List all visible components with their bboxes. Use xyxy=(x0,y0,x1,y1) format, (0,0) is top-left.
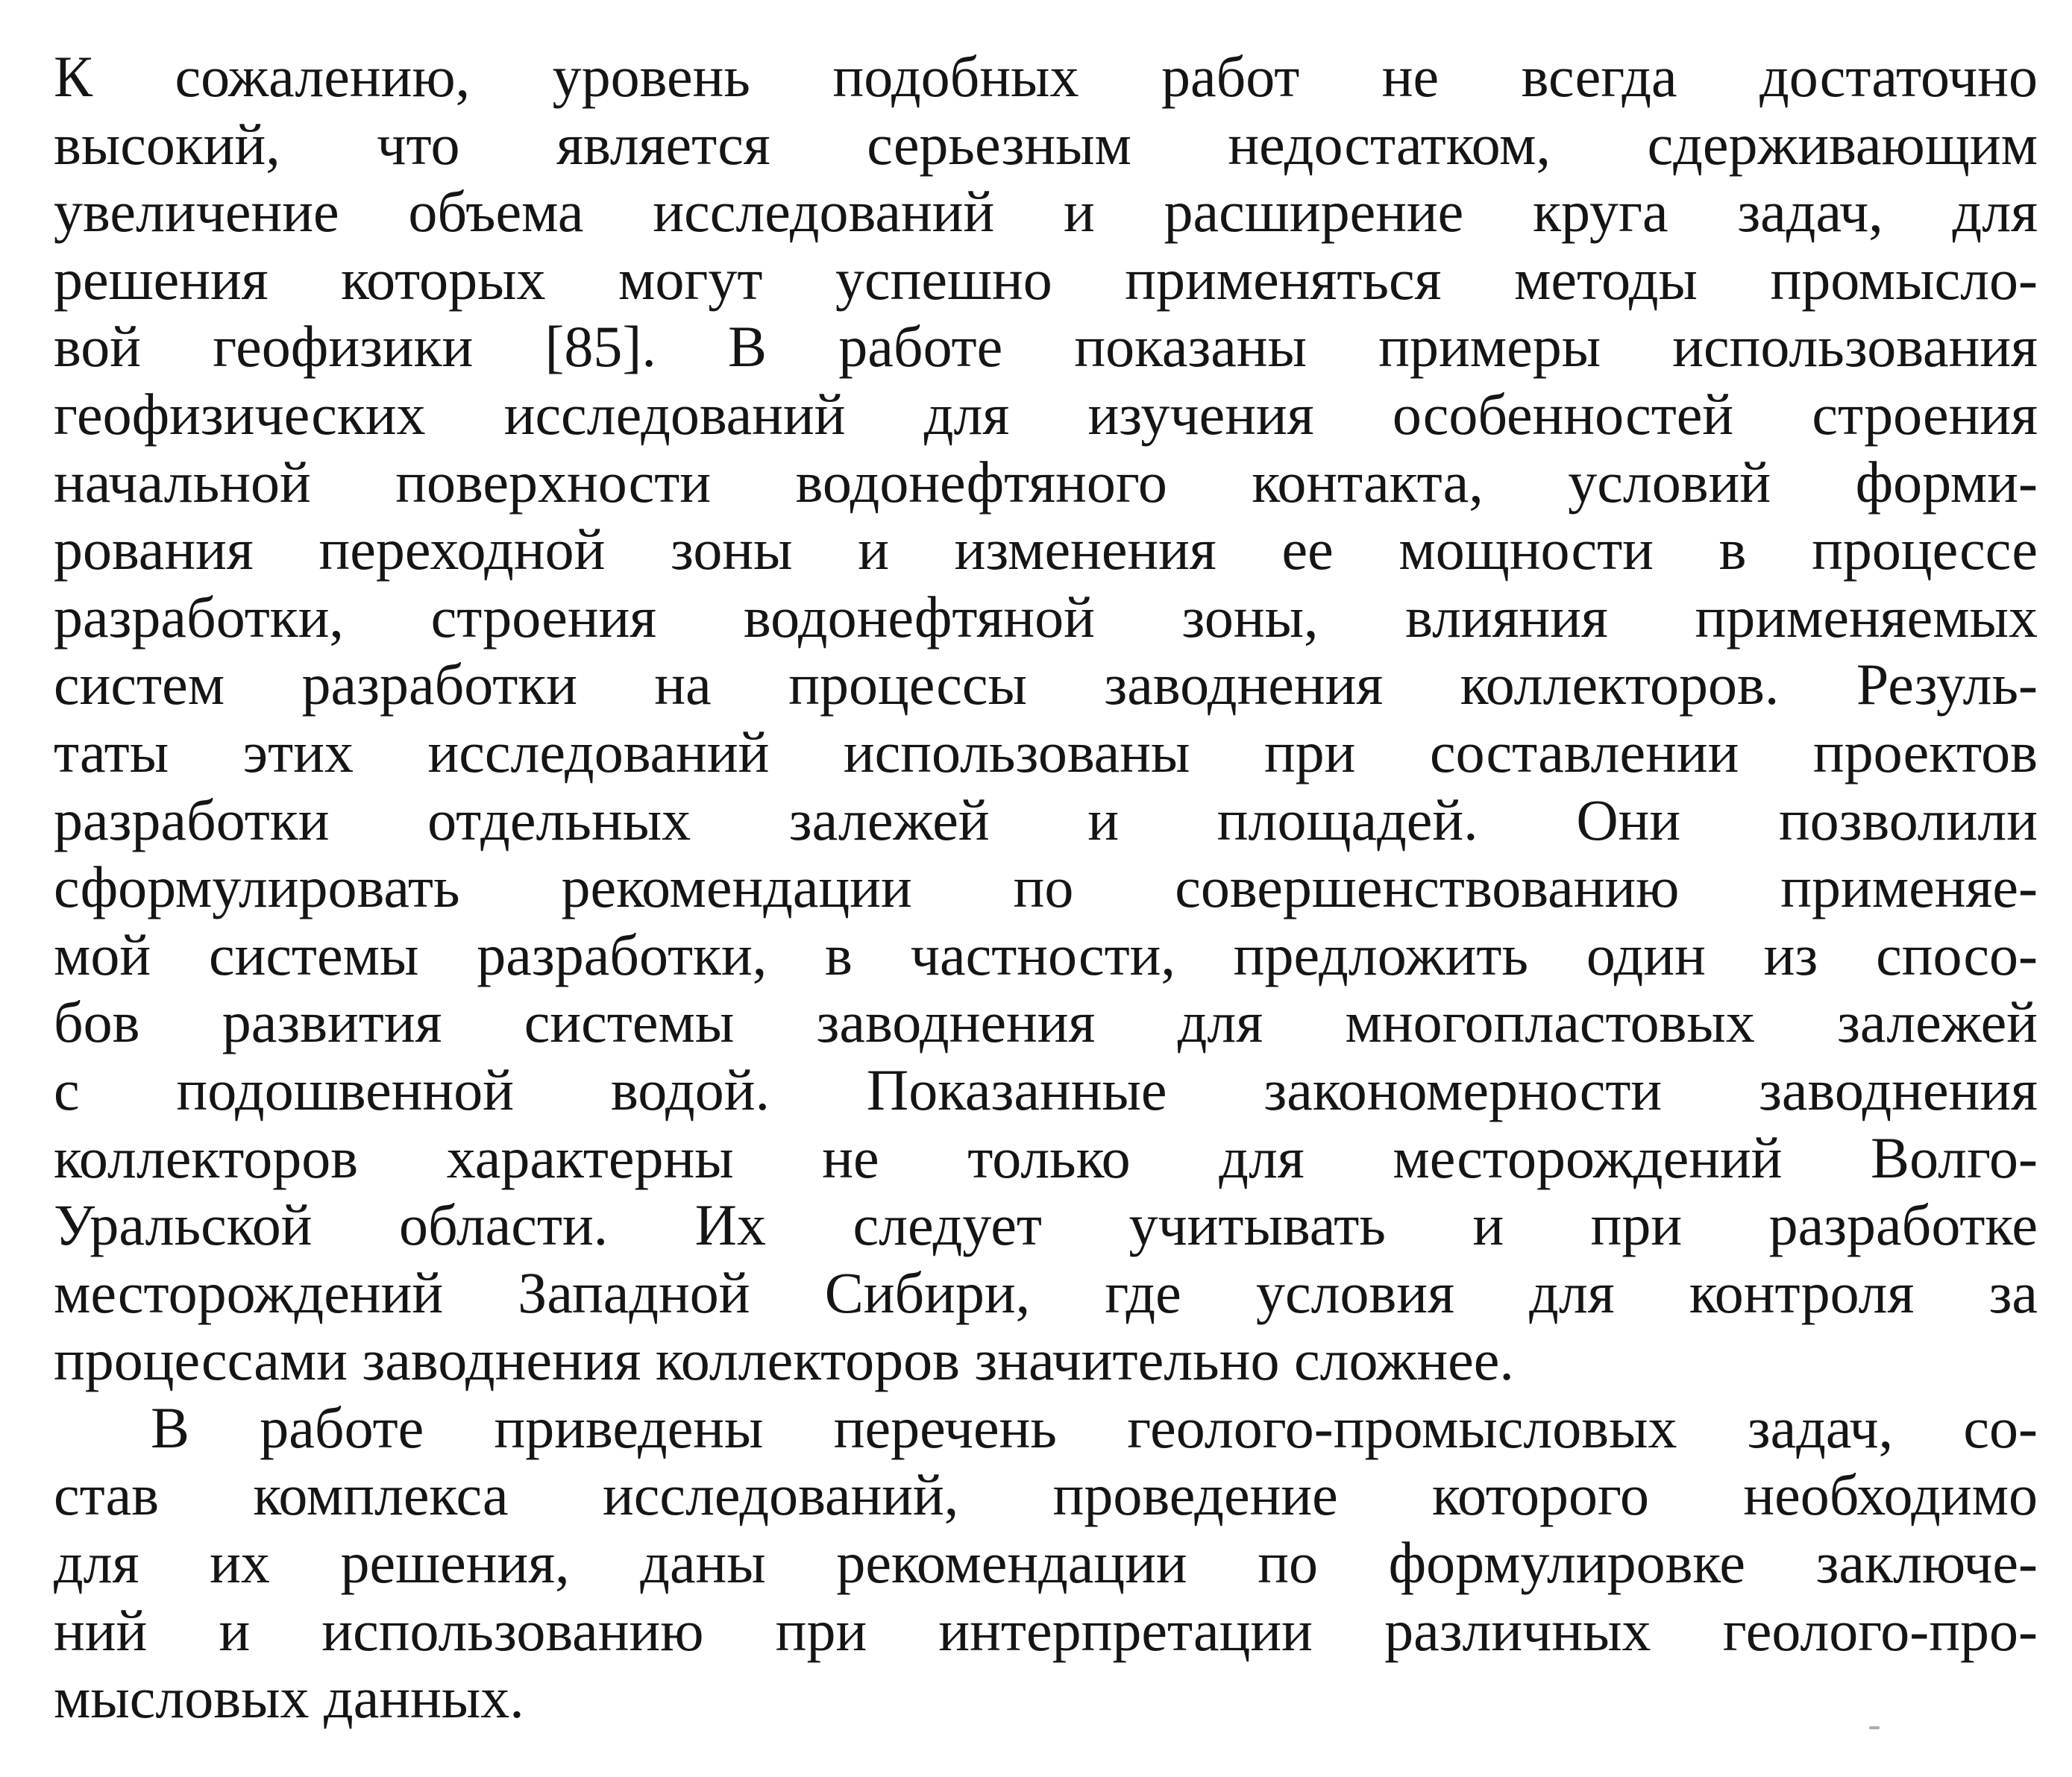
text-line: увеличение объема исследований и расширение круга задач, для xyxy=(54,179,2038,245)
text-line: коллекторов характерны не только для месторождений Волго- xyxy=(54,1125,2038,1190)
text-line: для их решения, даны рекомендации по формулировке заключе- xyxy=(54,1530,2038,1596)
text-line: систем разработки на процессы заводнения коллекторов. Резуль- xyxy=(54,652,2038,717)
text-column xyxy=(54,43,2038,1732)
text-line: начальной поверхности водонефтяного контакта, условий форми- xyxy=(54,449,2038,515)
text-line: рования переходной зоны и изменения ее мощности в процессе xyxy=(54,517,2038,582)
text-line: Уральской области. Их следует учитывать и при разработке xyxy=(54,1192,2038,1258)
text-line: мысловых данных. xyxy=(54,1665,524,1731)
text-line: процессами заводнения коллекторов значительно сложнее. xyxy=(54,1327,1514,1393)
scan-speck xyxy=(1869,1726,1880,1729)
text-line: став комплекса исследований, проведение которого необходимо xyxy=(54,1462,2038,1528)
text-line: ний и использованию при интерпретации различных геолого-про- xyxy=(54,1597,2038,1663)
text-line: бов развития системы заводнения для многопластовых залежей xyxy=(54,990,2038,1055)
text-line: разработки отдельных залежей и площадей. Они позволили xyxy=(54,787,2038,852)
paragraph-1 xyxy=(54,43,2038,1394)
text-line: сформулировать рекомендации по совершенствованию применяе- xyxy=(54,855,2038,920)
text-line: таты этих исследований использованы при составлении проектов xyxy=(54,719,2038,784)
text-line: разработки, строения водонефтяной зоны, влияния применяемых xyxy=(54,584,2038,650)
text-line: вой геофизики [85]. В работе показаны примеры использования xyxy=(54,314,2038,380)
text-line: мой системы разработки, в частности, предложить один из спосо- xyxy=(54,922,2038,987)
text-line: с подошвенной водой. Показанные закономерности заводнения xyxy=(54,1057,2038,1122)
text-line: К сожалению, уровень подобных работ не всегда достаточно xyxy=(54,44,2038,109)
text-line: месторождений Западной Сибири, где условия для контроля за xyxy=(54,1259,2038,1325)
paragraph-2 xyxy=(54,1394,2038,1732)
text-line: решения которых могут успешно применяться методы промысло- xyxy=(54,246,2038,312)
text-line: высокий, что является серьезным недостатком, сдерживающим xyxy=(54,111,2038,177)
text-line: геофизических исследований для изучения особенностей строения xyxy=(54,381,2038,447)
text-line: В работе приведены перечень геолого-промысловых задач, со- xyxy=(151,1394,2038,1460)
